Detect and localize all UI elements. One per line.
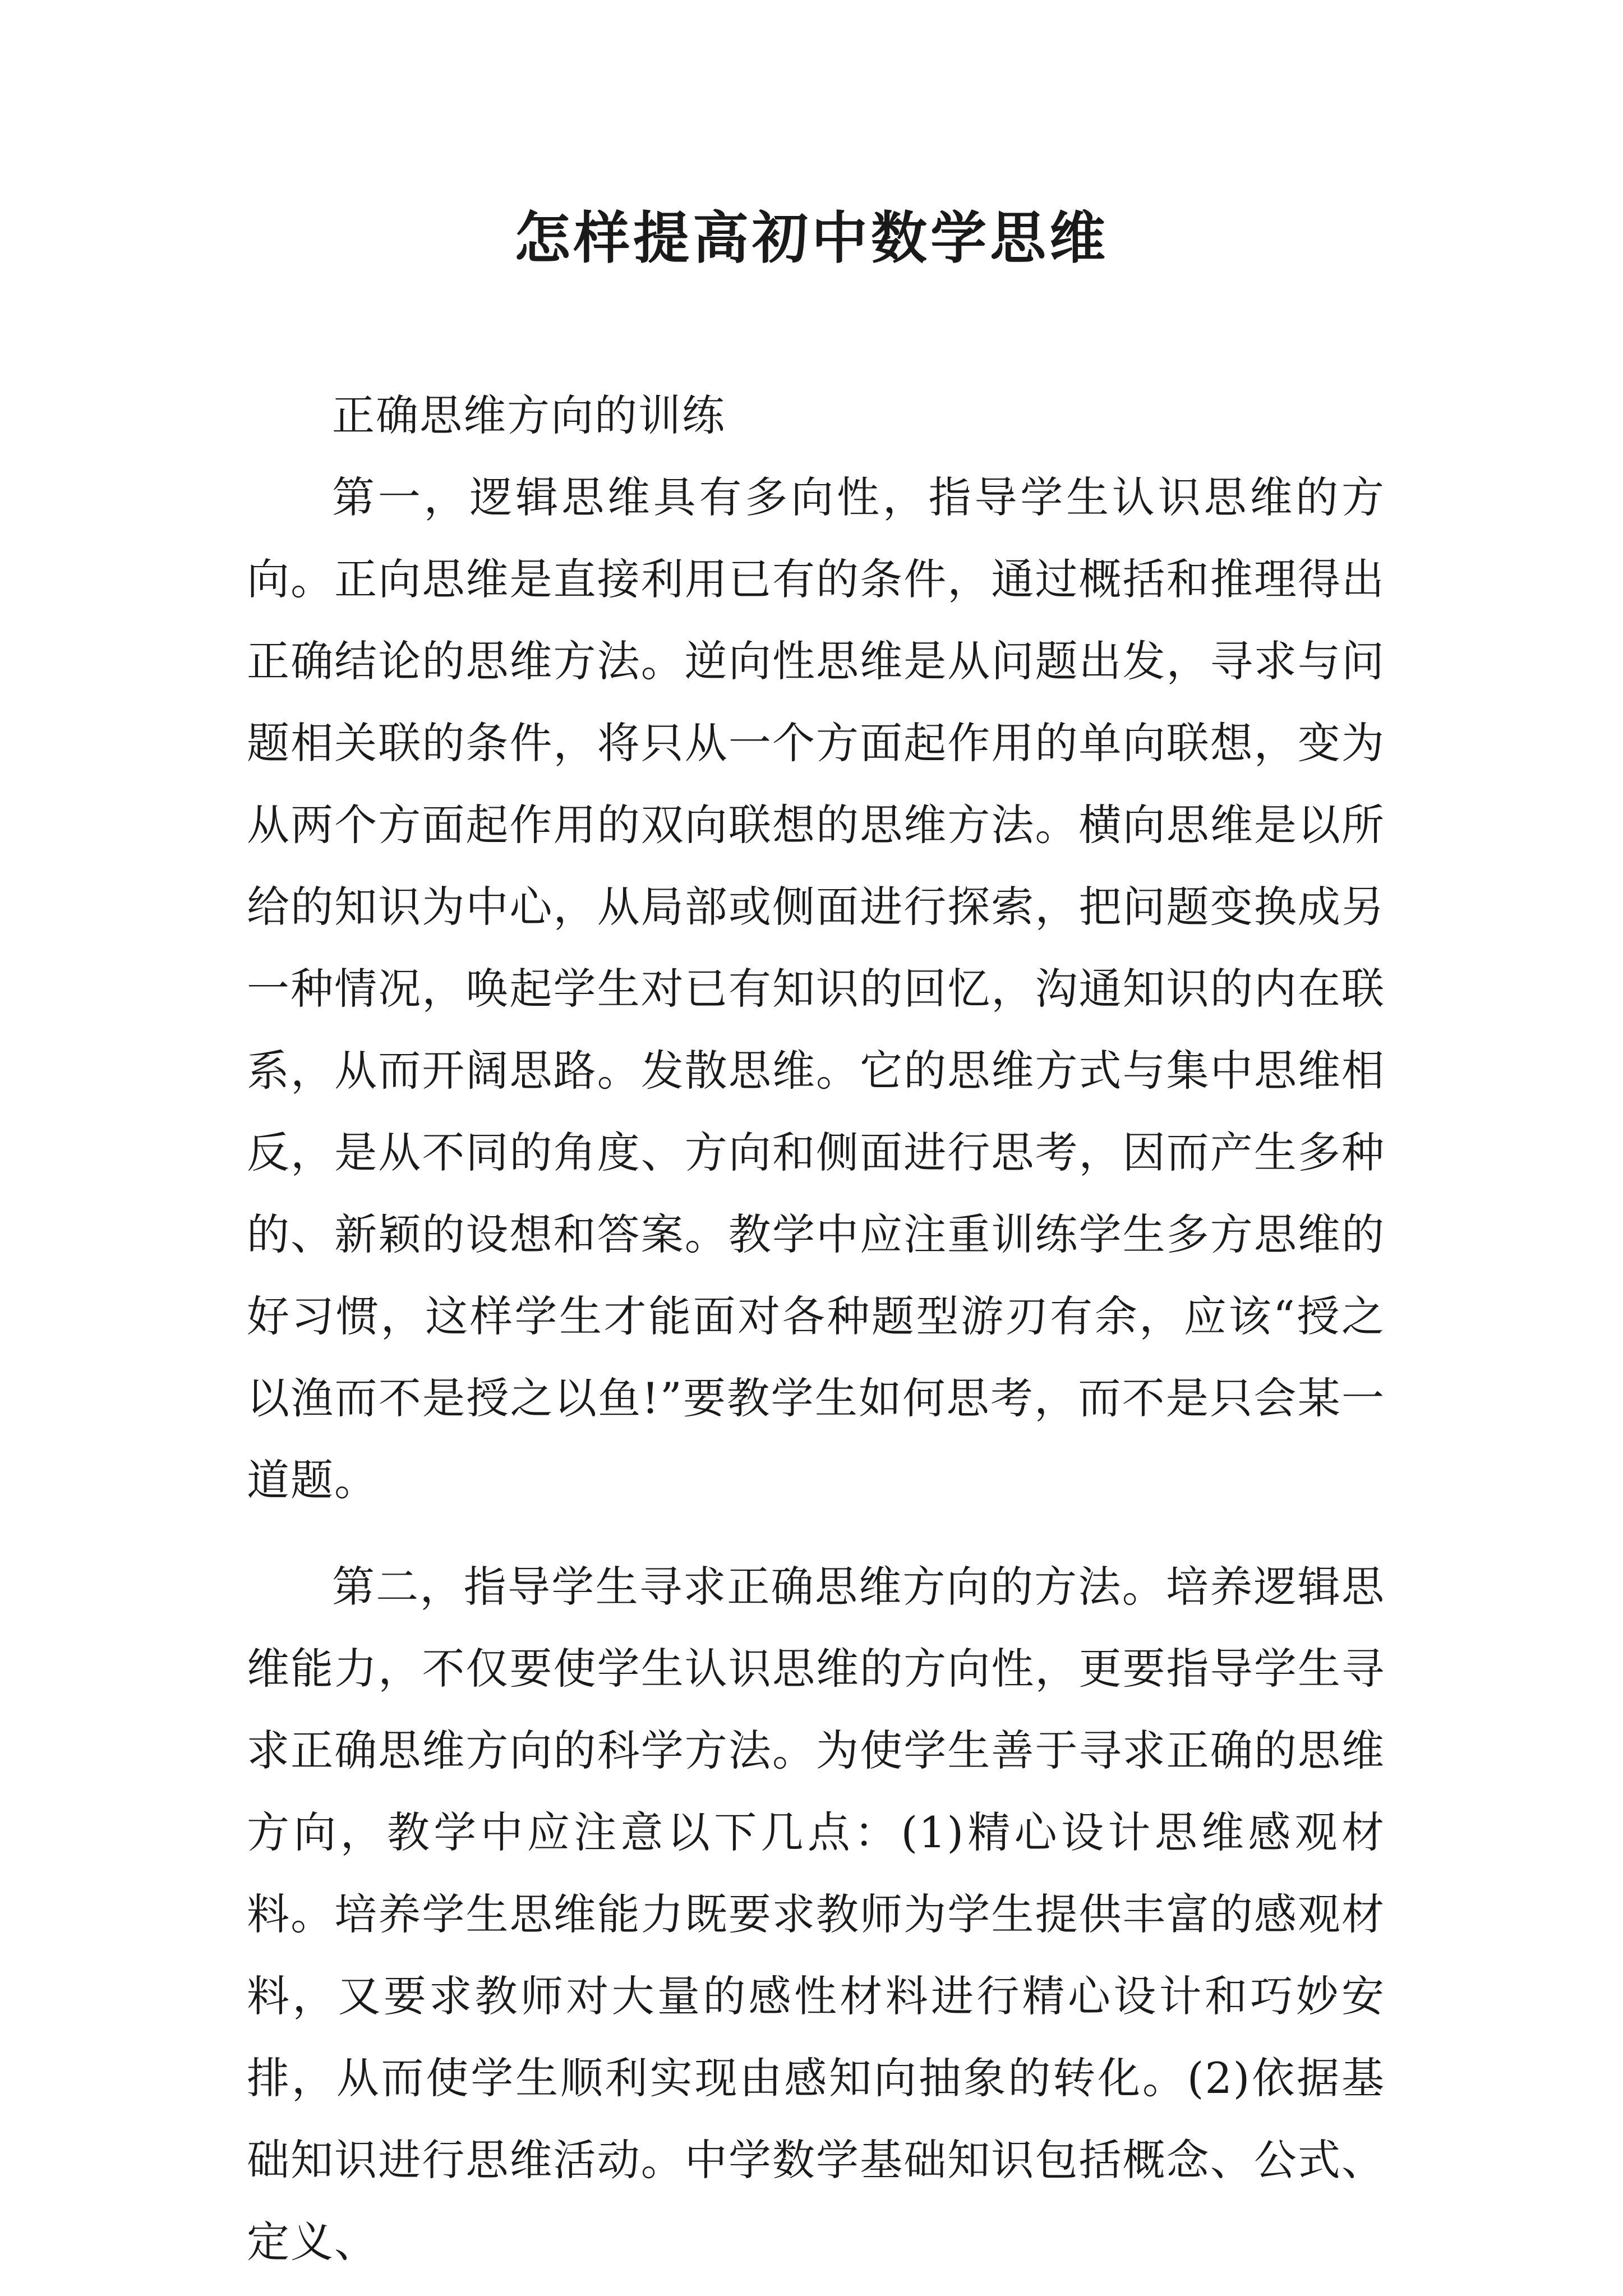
paragraph-first: 第一，逻辑思维具有多向性，指导学生认识思维的方向。正向思维是直接利用已有的条件，通过概括和推理得出正确结论的思维方法。逆向性思维是从问题出发，寻求与问题相关联的条件，将只从一个方面起作用的单向联想，变为从两个方面起作用的双向联想的思维方法。横向思维是以所给的知识为中心，从局部或侧面进行探索，把问题变换成另一种情况，唤起学生对已有知识的回忆，沟通知识的内在联系，从而开阔思路。发散思维。它的思维方式与集中思维相反，是从不同的角度、方向和侧面进行思考，因而产生多种的、新颖的设想和答案。教学中应注重训练学生多方思维的好习惯，这样学生才能面对各种题型游刃有余，应该“授之以渔而不是授之以鱼!”要教学生如何思考，而不是只会某一道题。 [247,472,1385,1505]
section-heading: 正确思维方向的训练 [332,390,726,440]
document-body [247,375,1385,2283]
paragraph-second: 第二，指导学生寻求正确思维方向的方法。培养逻辑思维能力，不仅要使学生认识思维的方向性，更要指导学生寻求正确思维方向的科学方法。为使学生善于寻求正确的思维方向，教学中应注意以下几点：(1)精心设计思维感观材料。培养学生思维能力既要求教师为学生提供丰富的感观材料，又要求教师对大量的感性材料进行精心设计和巧妙安排，从而使学生顺利实现由感知向抽象的转化。(2)依据基础知识进行思维活动。中学数学基础知识包括概念、公式、定义、 [247,1562,1385,2267]
document-title: 怎样提高初中数学思维 [514,205,1109,271]
